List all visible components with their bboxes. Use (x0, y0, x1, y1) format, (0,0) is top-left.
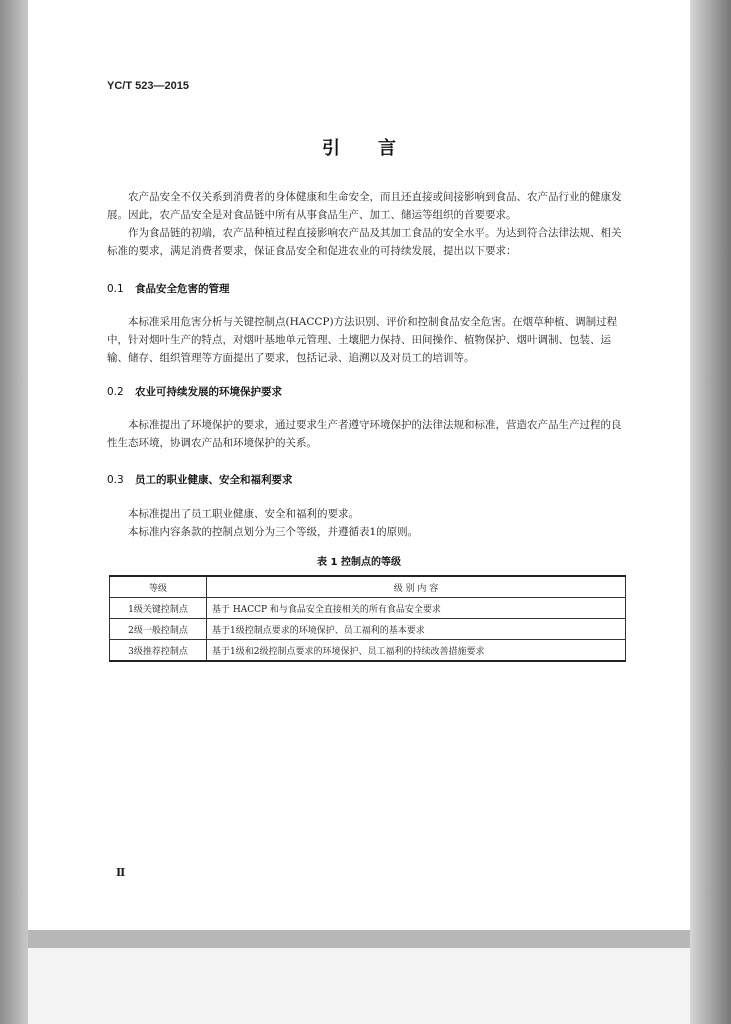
section-body-0-2: 本标准提出了环境保护的要求，通过要求生产者遵守环境保护的法律法规和标准，营造农产品生产过程的良性生态环境，协调农产品和环境保护的关系。 (107, 419, 622, 449)
section-number: 0.2 (107, 386, 124, 398)
page-title: 引言 (322, 138, 434, 159)
section-number: 0.1 (107, 283, 124, 295)
viewer-background-left (0, 0, 28, 1024)
intro-paragraph-2: 作为食品链的初端，农产品种植过程直接影响农产品及其加工食品的安全水平。为达到符合法律法规、相关标准的要求，满足消费者要求，保证食品安全和促进农业的可持续发展，提出以下要求： (107, 227, 622, 257)
section-body-0-1: 本标准采用危害分析与关键控制点(HACCP)方法识别、评价和控制食品安全危害。在烟草种植、调制过程中，针对烟叶生产的特点，对烟叶基地单元管理、土壤肥力保持、田间操作、植物保护、烟叶调制、包装、运输、储存、组织管理等方面提出了要求，包括记录、追溯以及对员工的培训等。 (107, 316, 618, 364)
table-cell-level: 1级关键控制点 (110, 598, 207, 619)
section-number: 0.3 (107, 474, 124, 486)
section-heading-0-3 (107, 472, 293, 487)
standard-code: YC/T 523—2015 (107, 80, 189, 92)
table-cell-level: 3级推荐控制点 (110, 640, 207, 662)
table-cell-content: 基于1级控制点要求的环境保护、员工福利的基本要求 (207, 619, 626, 640)
table-cell-content: 基于1级和2级控制点要求的环境保护、员工福利的持续改善措施要求 (207, 640, 626, 662)
table-row (110, 619, 626, 640)
section-heading-text: 农业可持续发展的环境保护要求 (135, 386, 282, 398)
next-document-page (28, 948, 690, 1024)
section-body-0-3: 本标准提出了员工职业健康、安全和福利的要求。 (128, 508, 359, 520)
section-heading-text: 员工的职业健康、安全和福利要求 (135, 474, 293, 486)
table-header-row (110, 576, 626, 598)
table-cell-content: 基于 HACCP 和与食品安全直接相关的所有食品安全要求 (207, 598, 626, 619)
section-heading-0-2 (107, 384, 282, 399)
table-row (110, 640, 626, 662)
control-level-table (109, 575, 626, 662)
document-page (28, 0, 690, 930)
viewer-scrollbar-area[interactable] (690, 0, 731, 1024)
section-body-0-3-b: 本标准内容条款的控制点划分为三个等级，并遵循表1的原则。 (128, 526, 419, 538)
table-caption: 表 1 控制点的等级 (317, 557, 401, 568)
table-header-level: 等级 (110, 576, 207, 598)
section-heading-0-1 (107, 281, 230, 296)
table-header-content: 级 别 内 容 (207, 576, 626, 598)
table-cell-level: 2级一般控制点 (110, 619, 207, 640)
table-row (110, 598, 626, 619)
section-heading-text: 食品安全危害的管理 (135, 283, 230, 295)
page-number: Ⅱ (116, 866, 126, 879)
intro-paragraph-1: 农产品安全不仅关系到消费者的身体健康和生命安全，而且还直接或间接影响到食品、农产品行业的健康发展。因此，农产品安全是对食品链中所有从事食品生产、加工、储运等组织的首要要求。 (107, 191, 622, 221)
